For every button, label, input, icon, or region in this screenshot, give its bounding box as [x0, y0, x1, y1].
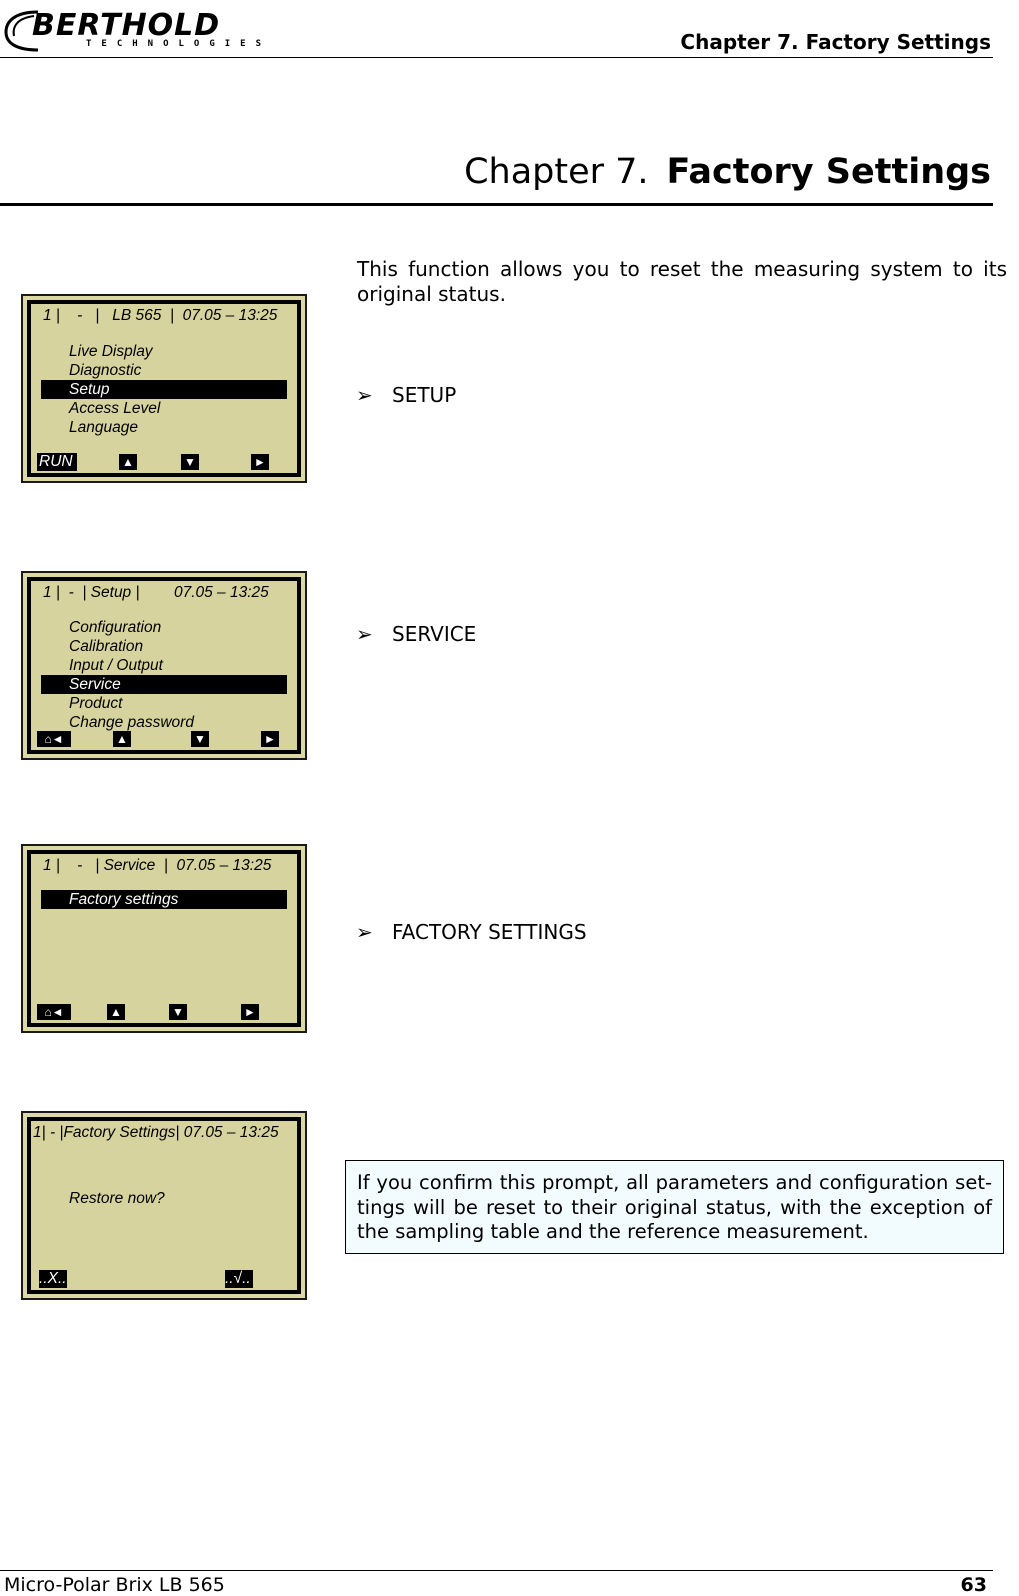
bullet-arrow-icon: ➢ [356, 920, 373, 944]
lcd-panel-factory-settings [21, 1111, 307, 1300]
menu-item-diagnostic[interactable]: Diagnostic [69, 362, 142, 379]
up-arrow-icon[interactable]: ▲ [113, 731, 131, 747]
down-arrow-icon[interactable]: ▼ [191, 731, 209, 747]
right-arrow-icon[interactable]: ► [241, 1004, 259, 1020]
up-arrow-icon[interactable]: ▲ [107, 1004, 125, 1020]
menu-item-input-output[interactable]: Input / Output [69, 657, 163, 674]
home-back-icon[interactable]: ⌂◄ [37, 1004, 71, 1020]
menu-item-configuration[interactable]: Configuration [69, 619, 162, 636]
lcd-panel-service-menu [21, 844, 307, 1033]
bullet-setup [356, 383, 456, 407]
right-arrow-icon[interactable]: ► [261, 731, 279, 747]
lcd-header: 1 | - | Setup | 07.05 – 13:25 [43, 584, 269, 601]
menu-item-factory-settings-selected[interactable]: Factory settings [41, 890, 287, 909]
note-box: If you confirm this prompt, all parameters and configuration set-tings will be reset to their original status, with the exception of the sampling table and the reference measurement. [345, 1160, 1004, 1254]
menu-item-calibration[interactable]: Calibration [69, 638, 144, 655]
lcd-header: 1 | - | LB 565 | 07.05 – 13:25 [43, 307, 278, 324]
menu-item-product[interactable]: Product [69, 695, 123, 712]
menu-item-live-display[interactable]: Live Display [69, 343, 153, 360]
logo-main-text: BERTHOLD [32, 8, 221, 43]
title-main: Factory Settings [666, 152, 991, 192]
menu-item-service-selected[interactable]: Service [41, 675, 287, 694]
header-divider [0, 57, 993, 58]
lcd-header: 1| - |Factory Settings| 07.05 – 13:25 [33, 1124, 279, 1141]
bullet-label: SERVICE [392, 622, 477, 646]
right-arrow-icon[interactable]: ► [251, 454, 269, 470]
footer-product-name: Micro-Polar Brix LB 565 [4, 1574, 225, 1596]
page-number: 63 [960, 1574, 987, 1596]
bullet-arrow-icon: ➢ [356, 383, 373, 407]
bullet-label: SETUP [392, 383, 457, 407]
menu-item-language[interactable]: Language [69, 419, 138, 436]
bullet-service [356, 622, 476, 646]
confirm-button[interactable]: ..√.. [225, 1270, 253, 1288]
up-arrow-icon[interactable]: ▲ [119, 454, 137, 470]
restore-prompt: Restore now? [69, 1190, 165, 1207]
down-arrow-icon[interactable]: ▼ [181, 454, 199, 470]
bullet-factory-settings [356, 920, 587, 944]
home-back-icon[interactable]: ⌂◄ [37, 731, 71, 747]
intro-paragraph: This function allows you to reset the measuring system to its original status. [357, 257, 1007, 306]
lcd-panel-main-menu [21, 294, 307, 483]
title-divider [0, 203, 993, 206]
title-prefix: Chapter 7. [464, 152, 649, 192]
bullet-arrow-icon: ➢ [356, 622, 373, 646]
down-arrow-icon[interactable]: ▼ [169, 1004, 187, 1020]
menu-item-setup-selected[interactable]: Setup [41, 380, 287, 399]
footer-divider [0, 1570, 993, 1571]
berthold-logo [4, 6, 304, 52]
lcd-header: 1 | - | Service | 07.05 – 13:25 [43, 857, 272, 874]
header-chapter: Chapter 7. Factory Settings [680, 30, 991, 54]
menu-item-change-password[interactable]: Change password [69, 714, 194, 731]
run-button[interactable]: RUN [37, 453, 77, 471]
cancel-button[interactable]: ..X.. [39, 1270, 67, 1287]
bullet-label: FACTORY SETTINGS [392, 920, 587, 944]
menu-item-access-level[interactable]: Access Level [69, 400, 161, 417]
logo-sub-text: TECHNOLOGIES [86, 39, 272, 49]
page-title [464, 152, 991, 192]
lcd-panel-setup-menu [21, 571, 307, 760]
